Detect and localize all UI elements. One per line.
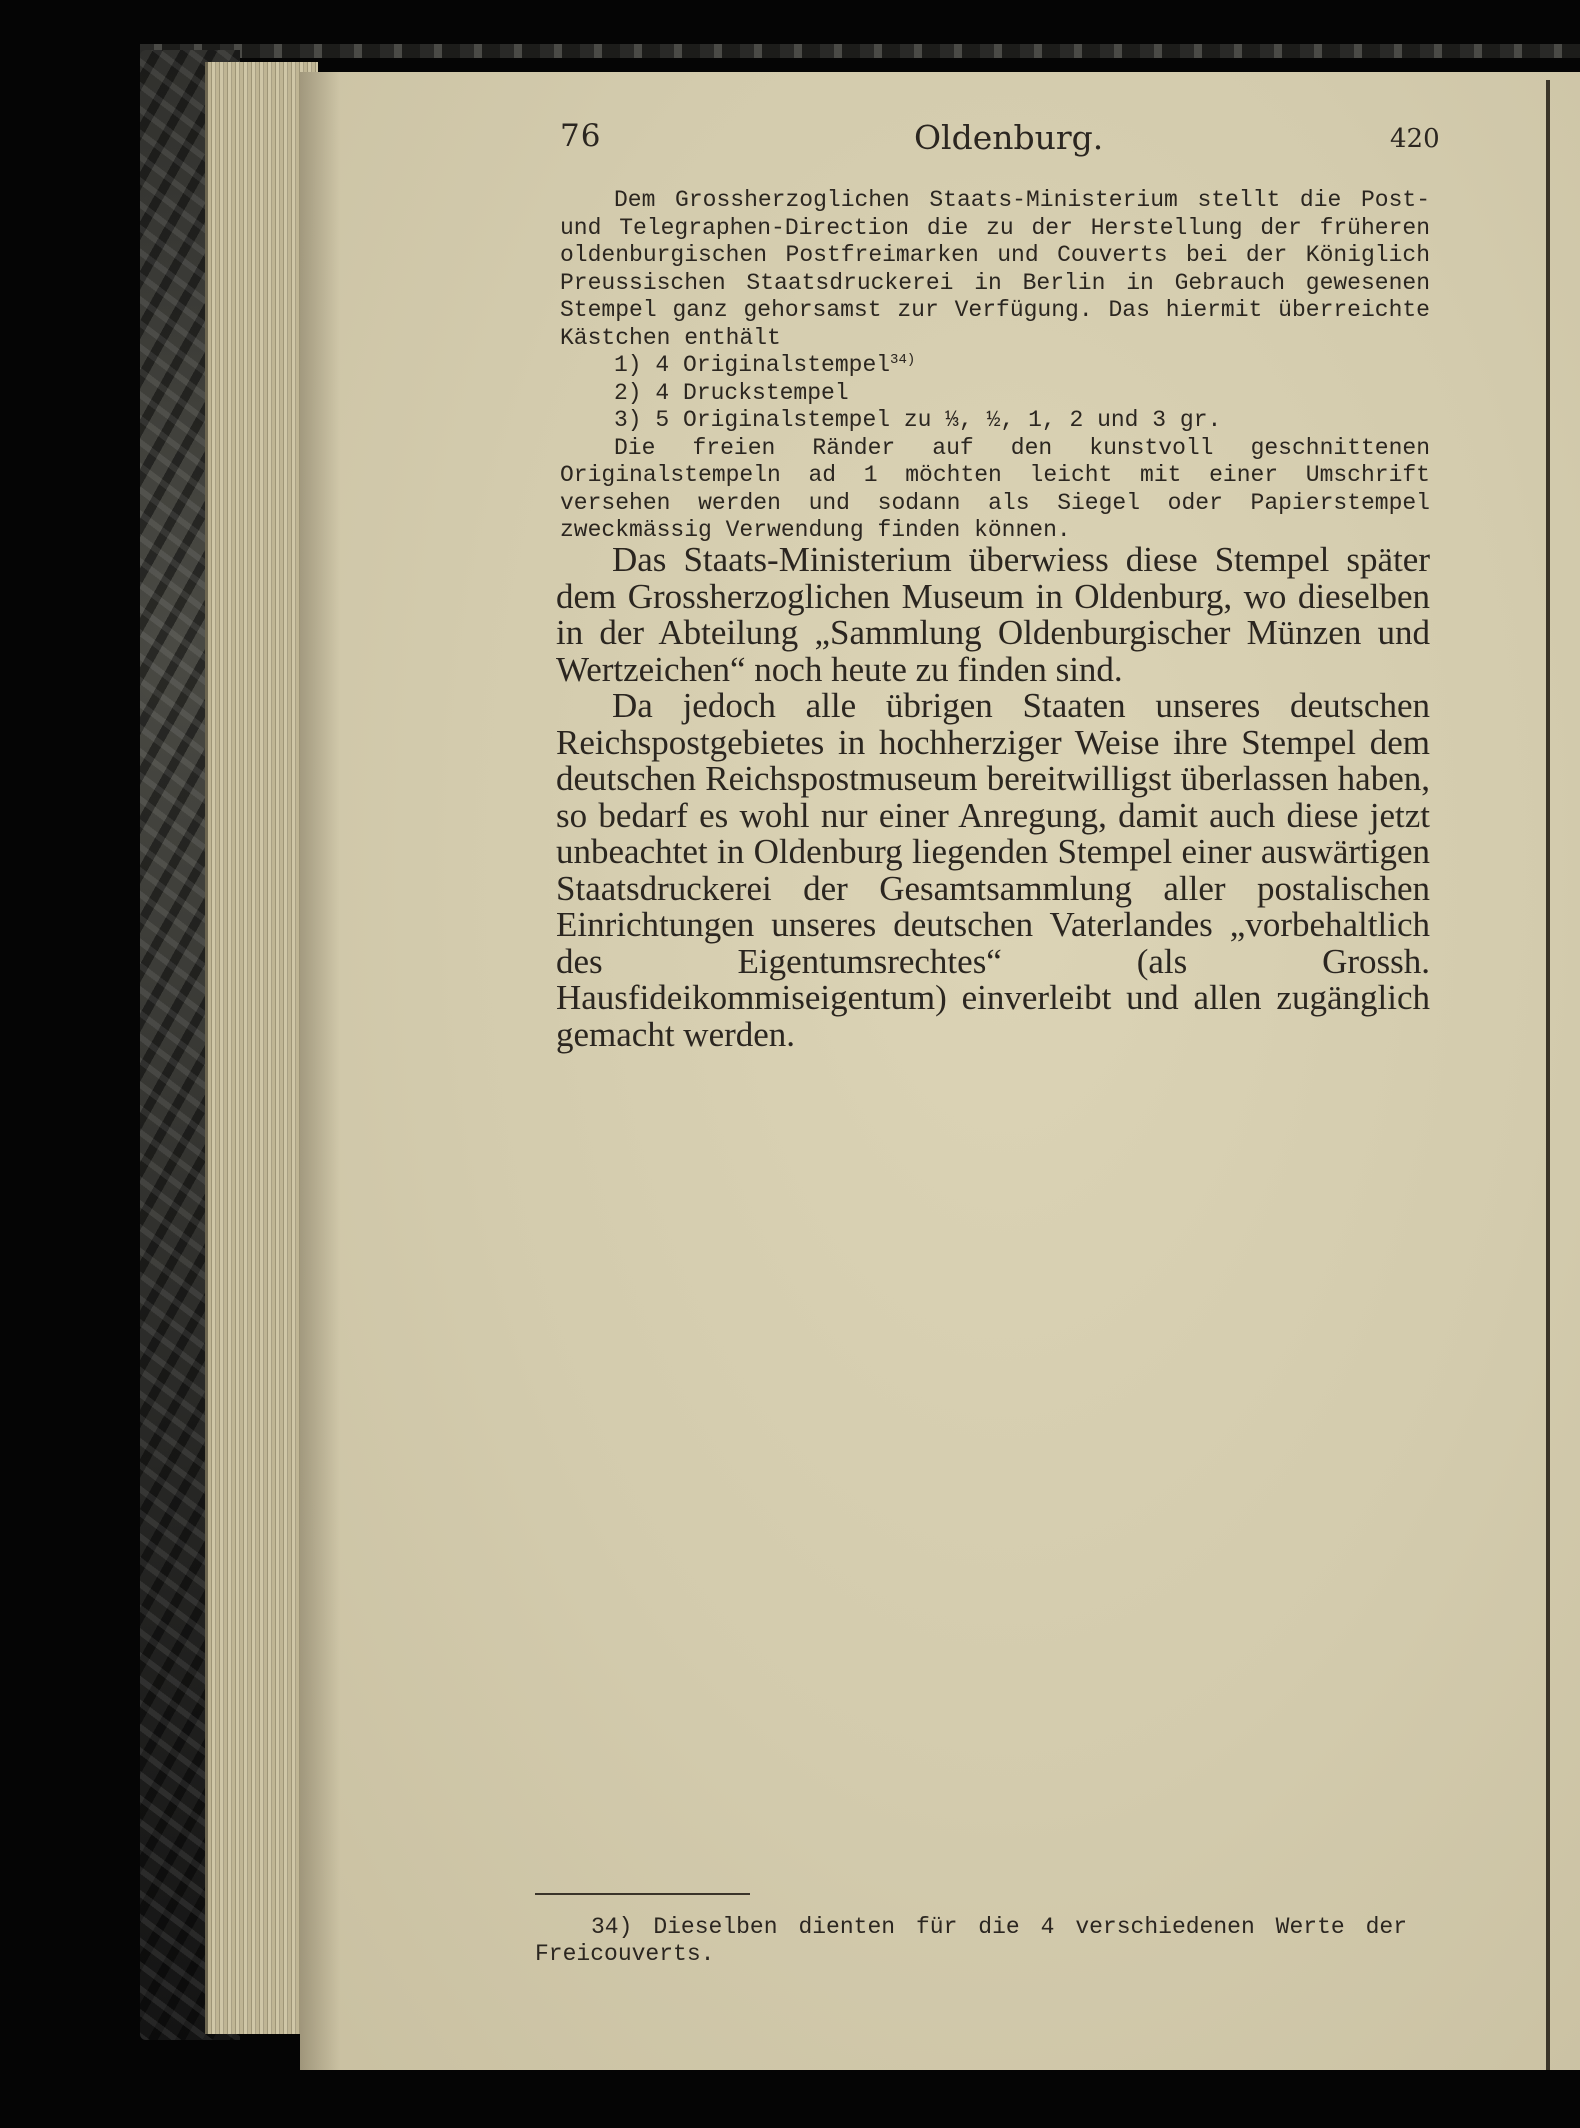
document-intro: Dem Grossherzoglichen Staats-Ministerium stellt die Post- und Telegraphen-Direction die zu der Herstellung der früheren oldenburgischen Postfreimarken und Couverts bei der Königlich Preussischen Staatsdruckerei in Berlin in Gebrauch gewesenen Stempel ganz gehorsamst zur Verfügung. Das hiermit überreichte Kästchen enthält: [560, 187, 1430, 351]
body-paragraph: Da jedoch alle übrigen Staaten unseres deutschen Reichspostgebietes in hochherziger Weise ihre Stempel dem deutschen Reichspostmuseum bereitwilligst überlassen haben, so bedarf es wohl nur einer Anregung, damit auch diese jetzt unbeachtet in Oldenburg liegenden Stempel einer auswärtigen Staatsdruckerei der Gesamtsammlung aller postalischen Einrichtungen unseres deutschen Vaterlandes „vorbehaltlich des Eigentumsrechtes“ (als Grossh. Hausfideikommiseigentum) einverleibt und allen zugänglich gemacht werden.: [556, 686, 1430, 1054]
document-closing: Die freien Ränder auf den kunstvoll geschnittenen Originalstempeln ad 1 möchten leicht mit einer Umschrift versehen werden und sodann als Siegel oder Papierstempel zweckmässig Verwendung finden können.: [560, 434, 1430, 543]
document-item: 3) 5 Originalstempel zu ⅓, ½, 1, 2 und 3 gr.: [614, 407, 1222, 433]
footnote-text: 34) Dieselben dienten für die 4 verschiedenen Werte der Freicouverts.: [535, 1914, 1407, 1967]
folio-number: 420: [1390, 124, 1440, 154]
quoted-document: [560, 187, 1430, 545]
document-item: [560, 352, 1430, 380]
running-title: Oldenburg.: [914, 118, 1104, 157]
footnote-rule: [535, 1893, 750, 1895]
footnote: [535, 1914, 1407, 1968]
body-paragraph: Das Staats-Ministerium überwiess diese Stempel später dem Grossherzoglichen Museum in Oldenburg, wo dieselben in der Abteilung „Sammlung Oldenburgischer Münzen und Wertzeichen“ noch heute zu finden sind.: [556, 540, 1430, 689]
gutter: [1546, 80, 1550, 2070]
page-number: 76: [560, 118, 602, 154]
document-item: 2) 4 Druckstempel: [614, 379, 849, 406]
body-text: [556, 542, 1430, 1053]
page-shadow: [300, 72, 340, 2070]
item-text: 1) 4 Originalstempel: [614, 352, 891, 378]
footnote-ref: 34): [890, 352, 916, 368]
book-top-edge: [140, 44, 1580, 58]
